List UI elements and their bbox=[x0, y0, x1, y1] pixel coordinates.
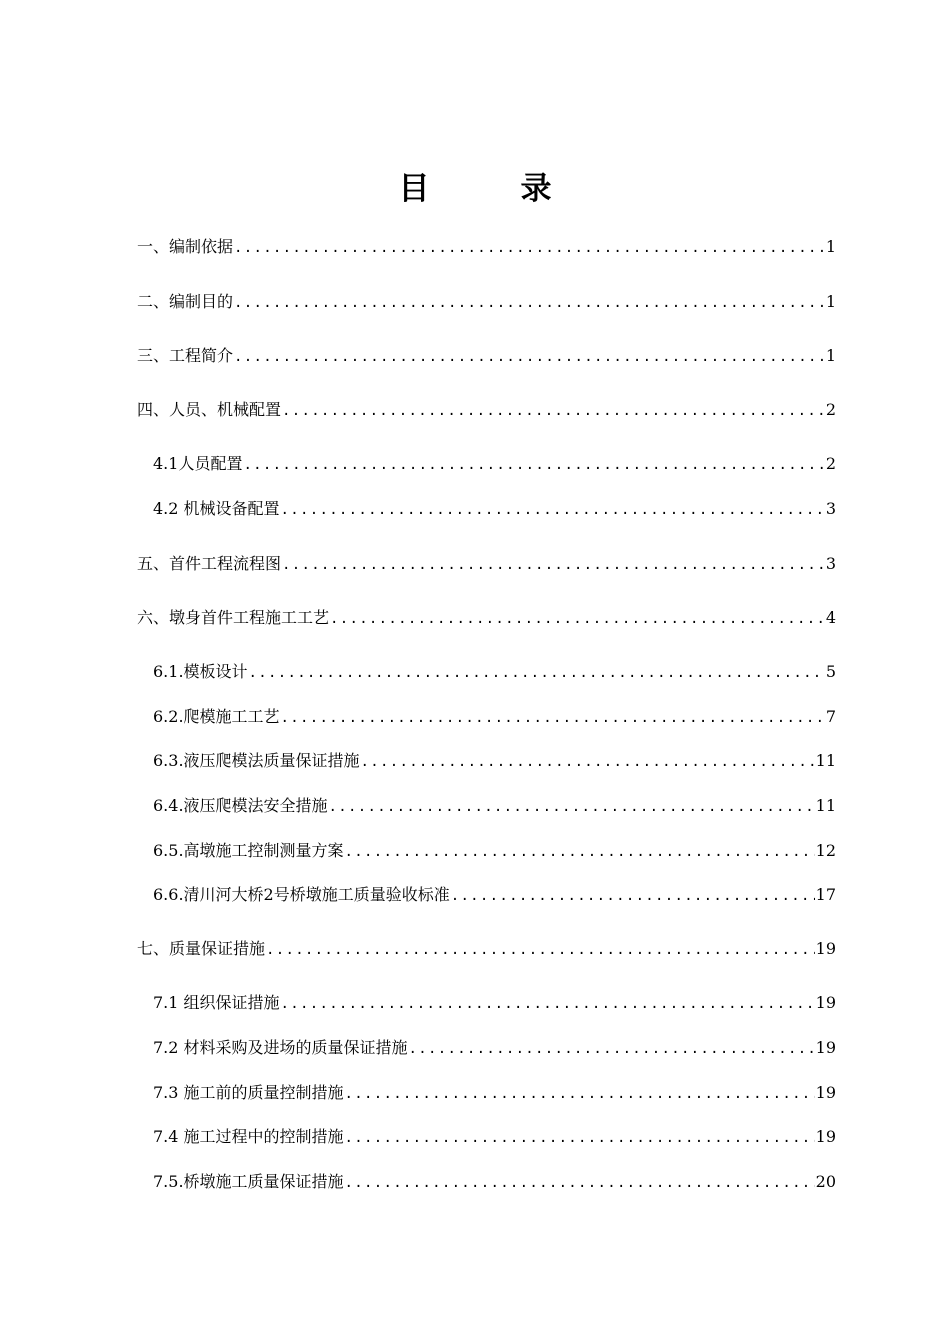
dot-leader bbox=[249, 662, 825, 684]
toc-entry-page: 1 bbox=[825, 292, 836, 311]
toc-entry-page: 12 bbox=[815, 841, 836, 860]
toc-entry-title: 六、墩身首件工程施工工艺 bbox=[137, 608, 330, 627]
toc-entry-page: 1 bbox=[825, 237, 836, 256]
dot-leader bbox=[234, 346, 825, 368]
toc-entry-title: 五、首件工程流程图 bbox=[137, 554, 282, 573]
toc-entry-page: 11 bbox=[815, 751, 836, 770]
toc-entry-title: 4.1人员配置 bbox=[153, 454, 243, 473]
toc-title: 目 录 bbox=[398, 171, 582, 207]
toc-entry-title: 4.2 机械设备配置 bbox=[153, 499, 280, 518]
toc-entry-page: 1 bbox=[825, 346, 836, 365]
toc-entry-page: 5 bbox=[825, 662, 836, 681]
toc-entry[interactable] bbox=[153, 1037, 836, 1059]
toc-entry-title: 6.6.清川河大桥2号桥墩施工质量验收标准 bbox=[153, 885, 450, 904]
toc-entry-title: 二、编制目的 bbox=[137, 292, 234, 311]
toc-entry-title: 6.3.液压爬模法质量保证措施 bbox=[153, 751, 360, 770]
toc-entry-title: 6.5.高墩施工控制测量方案 bbox=[153, 841, 344, 860]
toc-entry[interactable] bbox=[137, 607, 836, 629]
dot-leader bbox=[234, 237, 825, 259]
toc-entry[interactable] bbox=[153, 1082, 836, 1104]
toc-entry-title: 6.1.模板设计 bbox=[153, 662, 248, 681]
toc-entry[interactable] bbox=[153, 840, 836, 862]
toc-entry-title: 7.1 组织保证措施 bbox=[153, 993, 280, 1012]
toc-entry-page: 19 bbox=[815, 1127, 836, 1146]
toc-entry[interactable] bbox=[153, 498, 836, 520]
toc-entry[interactable] bbox=[153, 453, 836, 475]
toc-entry[interactable] bbox=[153, 795, 836, 817]
toc-entry-title: 6.2.爬模施工工艺 bbox=[153, 707, 280, 726]
toc-entry-page: 4 bbox=[825, 608, 836, 627]
toc-entry[interactable] bbox=[153, 750, 836, 772]
toc-entry-page: 11 bbox=[815, 796, 836, 815]
dot-leader bbox=[329, 796, 815, 818]
dot-leader bbox=[345, 1172, 815, 1194]
toc-entry-page: 17 bbox=[815, 885, 836, 904]
dot-leader bbox=[266, 939, 815, 961]
dot-leader bbox=[243, 454, 824, 476]
toc-entry-title: 四、人员、机械配置 bbox=[137, 400, 282, 419]
toc-entry-title: 三、工程简介 bbox=[137, 346, 234, 365]
toc-entry-title: 七、质量保证措施 bbox=[137, 939, 266, 958]
dot-leader bbox=[345, 1127, 815, 1149]
dot-leader bbox=[345, 1083, 815, 1105]
toc-entry[interactable] bbox=[153, 1126, 836, 1148]
dot-leader bbox=[361, 751, 815, 773]
toc-entry[interactable] bbox=[153, 661, 836, 683]
toc-entry-page: 2 bbox=[825, 400, 836, 419]
toc-entry[interactable] bbox=[153, 706, 836, 728]
dot-leader bbox=[281, 499, 825, 521]
toc-entry[interactable] bbox=[137, 938, 836, 960]
toc-entry-page: 3 bbox=[825, 554, 836, 573]
toc-entry-title: 7.4 施工过程中的控制措施 bbox=[153, 1127, 344, 1146]
toc-entry[interactable] bbox=[137, 553, 836, 575]
toc-entry-page: 19 bbox=[815, 939, 836, 958]
dot-leader bbox=[234, 292, 825, 314]
toc-entry-title: 7.5.桥墩施工质量保证措施 bbox=[153, 1172, 344, 1191]
toc-entry-page: 2 bbox=[825, 454, 836, 473]
toc-entry[interactable] bbox=[153, 992, 836, 1014]
toc-entry[interactable] bbox=[137, 399, 836, 421]
toc-entry-page: 7 bbox=[825, 707, 836, 726]
toc-entry-page: 3 bbox=[825, 499, 836, 518]
dot-leader bbox=[281, 707, 825, 729]
dot-leader bbox=[282, 554, 825, 576]
dot-leader bbox=[409, 1038, 815, 1060]
toc-entry[interactable] bbox=[137, 345, 836, 367]
toc-entry-page: 19 bbox=[815, 993, 836, 1012]
toc-entry-title: 6.4.液压爬模法安全措施 bbox=[153, 796, 328, 815]
toc-entry[interactable] bbox=[153, 884, 836, 906]
toc-entry-title: 7.2 材料采购及进场的质量保证措施 bbox=[153, 1038, 408, 1057]
dot-leader bbox=[282, 400, 825, 422]
toc-entry[interactable] bbox=[153, 1171, 836, 1193]
dot-leader bbox=[330, 608, 825, 630]
toc-entry[interactable] bbox=[137, 291, 836, 313]
toc-entry-title: 7.3 施工前的质量控制措施 bbox=[153, 1083, 344, 1102]
toc-entry[interactable] bbox=[137, 236, 836, 258]
toc-entry-title: 一、编制依据 bbox=[137, 237, 234, 256]
dot-leader bbox=[451, 885, 815, 907]
dot-leader bbox=[345, 841, 815, 863]
toc-entry-page: 19 bbox=[815, 1038, 836, 1057]
dot-leader bbox=[281, 993, 815, 1015]
toc-entry-page: 20 bbox=[815, 1172, 836, 1191]
toc-entry-page: 19 bbox=[815, 1083, 836, 1102]
